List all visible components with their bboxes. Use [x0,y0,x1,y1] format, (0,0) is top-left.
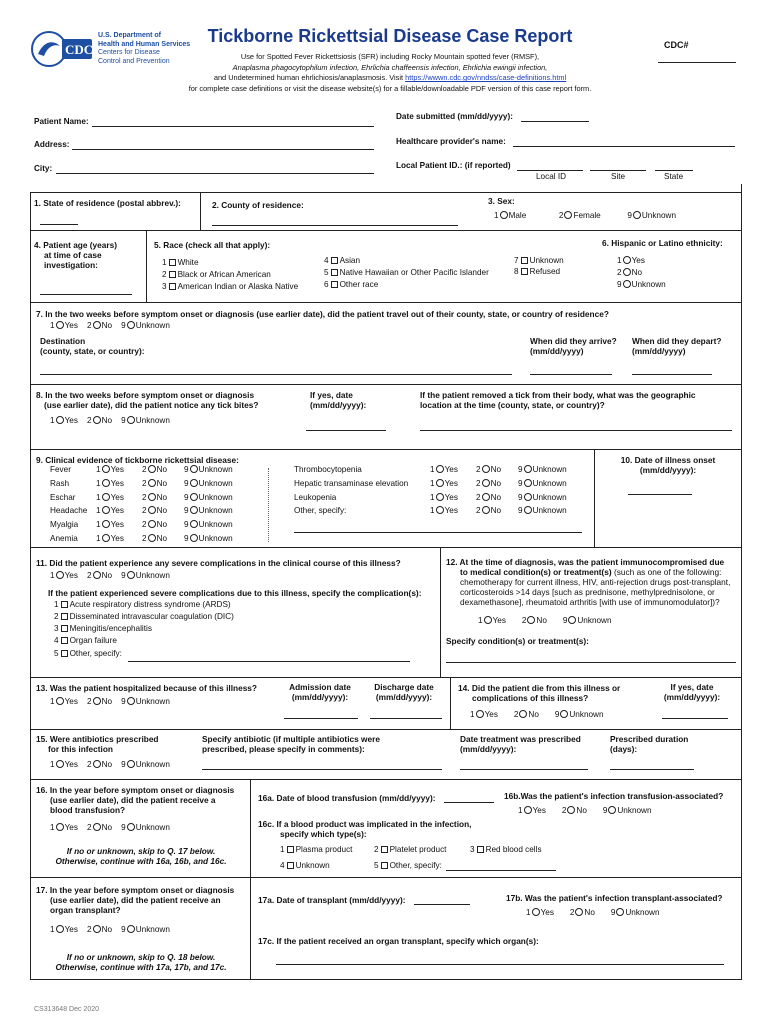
address-label: Address: [34,140,70,149]
footer-form-code: CS313648 Dec 2020 [34,1006,99,1013]
q9-symptom-label: Thrombocytopenia [294,465,362,474]
q16a-label: 16a. Date of blood transfusion (mm/dd/yyyy): [258,793,436,803]
q15-treatment-date-field[interactable] [460,769,588,770]
q17-label: 17. In the year before symptom onset or diagnosis (use earlier date), did the patient receive an organ transplant? [36,885,235,915]
q9-other-specify-field[interactable] [294,532,582,533]
q1-state-field[interactable] [40,224,78,225]
q5-refused: 8 Refused [514,267,561,276]
q17-unknown-radio[interactable] [127,925,135,933]
patient-name-label: Patient Name: [34,117,89,126]
q12-specify-label: Specify condition(s) or treatment(s): [446,636,589,646]
q14-date-field[interactable] [662,718,728,719]
q16c-plasma-checkbox[interactable] [287,846,294,853]
q9-fever-yes-radio[interactable] [102,465,110,473]
q1-label: 1. State of residence (postal abbrev.): [34,198,181,208]
q13-discharge-label: Discharge date (mm/dd/yyyy): [374,682,434,702]
q9-headache-yes-radio[interactable] [102,506,110,514]
q5-label: 5. Race (check all that apply): [154,240,271,250]
q12-unknown-radio[interactable] [568,616,576,624]
q9-hepatic-transaminase-elevation-yes-radio[interactable] [436,479,444,487]
q16c-rbc-checkbox[interactable] [477,846,484,853]
q8-unknown-radio[interactable] [127,416,135,424]
q15-label: 15. Were antibiotics prescribed for this infection [36,734,159,754]
q9-thrombocytopenia-yes-radio[interactable] [436,465,444,473]
q9-symptom-label: Other, specify: [294,506,347,516]
q16b-label: 16b.Was the patient's infection transfusion-associated? [504,791,724,801]
q16-no-radio[interactable] [93,823,101,831]
cdc-number-label: CDC# [664,40,689,50]
q9-symptom-label: Anemia [50,534,78,543]
q9-other-specify-yes-radio[interactable] [436,506,444,514]
q10-onset-date-field[interactable] [628,494,692,495]
q11-yes-radio[interactable] [56,571,64,579]
q9-anemia-no-radio[interactable] [148,534,156,542]
q5-nhpi-checkbox[interactable] [331,269,338,276]
q9-dotted-divider [268,468,269,542]
q9-symptom-row: Headache 1 Yes 2 No 9 Unknown [50,506,233,516]
q11-dic-checkbox[interactable] [61,613,68,620]
state-field[interactable] [655,170,693,171]
q5-asian-checkbox[interactable] [331,257,338,264]
q7-no-radio[interactable] [93,321,101,329]
q5-white-checkbox[interactable] [169,259,176,266]
q14-options: 1 Yes 2 No 9 Unknown [470,710,604,719]
q14-unknown-radio[interactable] [560,710,568,718]
divider-q16 [30,877,742,878]
q13-unknown-radio[interactable] [127,697,135,705]
q9-rash-yes-radio[interactable] [102,479,110,487]
frame-left [30,192,31,979]
q15-duration-field[interactable] [610,769,694,770]
divider-q11-q12 [440,547,441,677]
q3-label: 3. Sex: [488,196,515,206]
q7-arrive-field[interactable] [530,374,612,375]
q9-label: 9. Clinical evidence of tickborne rickettsial disease: [36,455,239,465]
q9-fever-unknown-radio[interactable] [190,465,198,473]
q6-label: 6. Hispanic or Latino ethnicity: [602,238,723,248]
q11-dic: 2 Disseminated intravascular coagulation (DIC) [54,612,234,621]
q16-options: 1 Yes 2 No 9 Unknown [50,823,170,832]
frame-right-full [741,192,742,979]
q9-other-specify-unknown-radio[interactable] [524,506,532,514]
q14-date-label: If yes, date (mm/dd/yyyy): [663,682,721,702]
divider-q13-q14 [450,677,451,729]
frame-right [741,184,742,192]
q5-nhpi: 5 Native Hawaiian or Other Pacific Islander [324,268,489,277]
q5-black-checkbox[interactable] [169,271,176,278]
divider-q9 [30,547,742,548]
q5-black: 2 Black or African American [162,270,271,279]
q8-date-label: If yes, date (mm/dd/yyyy): [310,390,367,410]
q9-myalgia-unknown-radio[interactable] [190,520,198,528]
q11-meningitis-checkbox[interactable] [61,625,68,632]
q9-anemia-yes-radio[interactable] [102,534,110,542]
provider-name-field[interactable] [513,146,735,147]
divider-q2-q3 [200,230,742,231]
q16c-other: 5 Other, specify: [374,861,442,870]
local-id-field[interactable] [517,170,583,171]
q14-label: 14. Did the patient die from this illness or complications of this illness? [458,683,621,703]
local-id-caption: Local ID [536,172,567,181]
q3-options: 1 Male 2 Female 9 Unknown [494,211,677,220]
city-field[interactable] [56,173,374,174]
q9-symptom-row: Other, specify: 1 Yes 2 No 9 Unknown [294,506,567,516]
q16c-other-specify-field[interactable] [446,870,556,871]
q3-female-radio[interactable] [564,211,572,219]
q16c-rbc: 3 Red blood cells [470,845,542,854]
q11-organ-failure-checkbox[interactable] [61,637,68,644]
q9-leukopenia-unknown-radio[interactable] [524,493,532,501]
q9-anemia-unknown-radio[interactable] [190,534,198,542]
address-field[interactable] [72,149,374,150]
q9-symptom-row: Thrombocytopenia 1 Yes 2 No 9 Unknown [294,465,567,474]
q16-yes-radio[interactable] [56,823,64,831]
q9-symptom-label: Fever [50,465,71,474]
q13-admission-label: Admission date (mm/dd/yyyy): [289,682,351,702]
q15-unknown-radio[interactable] [127,760,135,768]
q9-headache-no-radio[interactable] [148,506,156,514]
q9-symptom-row: Fever 1 Yes 2 No 9 Unknown [50,465,233,474]
page-title: Tickborne Rickettsial Disease Case Report [207,26,573,46]
q11-other-specify-field[interactable] [128,661,410,662]
hhs-logo [30,30,94,68]
q17b-label: 17b. Was the patient's infection transplant-associated? [506,893,723,903]
q9-rash-no-radio[interactable] [148,479,156,487]
q16-label: 16. In the year before symptom onset or diagnosis (use earlier date), did the patient receive a blood transfusion? [36,785,235,815]
q9-headache-unknown-radio[interactable] [190,506,198,514]
q16c-unknown-checkbox[interactable] [287,862,294,869]
divider-q17-left [250,877,251,979]
q16c-platelet-checkbox[interactable] [381,846,388,853]
q9-symptom-row: Eschar 1 Yes 2 No 9 Unknown [50,492,233,502]
q5-white: 1 White [162,258,199,267]
divider-q9-q10 [594,449,595,547]
q4-age-field[interactable] [40,294,132,295]
q16c-plasma: 1 Plasma product [280,845,353,854]
q6-yes: 1 Yes [617,256,645,265]
site-field[interactable] [590,170,646,171]
q16b-unknown-radio[interactable] [608,806,616,814]
q15-no-radio[interactable] [93,760,101,768]
q9-eschar-no-radio[interactable] [148,493,156,501]
q7-destination-label: Destination (county, state, or country): [40,336,145,356]
q16b-options: 1 Yes 2 No 9 Unknown [518,806,652,815]
q7-unknown-radio[interactable] [127,321,135,329]
divider-row2 [30,302,742,303]
q8-date-field[interactable] [306,430,386,431]
q7-yes-radio[interactable] [56,321,64,329]
q9-hepatic-transaminase-elevation-no-radio[interactable] [482,479,490,487]
q8-geo-label: If the patient removed a tick from their body, what was the geographic location at the time (county, state, or country)? [420,390,696,410]
q17c-organ-field[interactable] [276,964,724,965]
divider-row1 [30,230,200,231]
q4-label: 4. Patient age (years) at time of case investigation: [34,240,118,270]
q11-label: 11. Did the patient experience any severe complications in the clinical course of this illness? [36,558,401,568]
q17b-unknown-radio[interactable] [616,908,624,916]
q9-leukopenia-no-radio[interactable] [482,493,490,501]
q17-options: 1 Yes 2 No 9 Unknown [50,925,170,934]
q15-antibiotic-label: Specify antibiotic (if multiple antibiotics were prescribed, please specify in comments): [202,734,380,754]
q11-no-radio[interactable] [93,571,101,579]
q16c-other-checkbox[interactable] [381,862,388,869]
q16b-no-radio[interactable] [567,806,575,814]
q17-skip-instruction: If no or unknown, skip to Q. 18 below. Otherwise, continue with 17a, 17b, and 17c. [55,952,227,972]
cdc-logo-text: CDC [65,42,94,57]
q8-label: 8. In the two weeks before symptom onset or diagnosis (use earlier date), did the patient notice any tick bites? [36,390,259,410]
q5-other: 6 Other race [324,280,379,289]
q12-no-radio[interactable] [527,616,535,624]
agency-name: U.S. Department of Health and Human Services Centers for Disease Control and Prevention [98,32,191,65]
q11-meningitis: 3 Meningitis/encephalitis [54,624,152,633]
q15-antibiotic-field[interactable] [202,769,442,770]
subtitle: Use for Spotted Fever Rickettsiosis (SFR) including Rocky Mountain spotted fever (RMSF), Anaplasma phagocytophilum infection, Ehrlichia chaffeensis infection, Ehrlichia ewingii infection, and Undetermined human ehrlichiosis/anaplasmosis. Visit https://wwwn.cdc.gov/nndss/case-definitions.html for complete case definitions or visit the disease website(s) for a fillable/downloadable PDF version of this case report form. [188,52,592,93]
provider-name-label: Healthcare provider's name: [396,137,506,146]
q9-symptom-label: Hepatic transaminase elevation [294,478,409,488]
q9-myalgia-no-radio[interactable] [148,520,156,528]
q5-unknown: 7 Unknown [514,256,564,265]
q5-other-checkbox[interactable] [331,281,338,288]
q2-county-field[interactable] [212,225,458,226]
state-caption: State [664,172,684,181]
q13-discharge-field[interactable] [370,718,442,719]
q11-unknown-radio[interactable] [127,571,135,579]
q2-label: 2. County of residence: [212,200,304,210]
q16a-date-field[interactable] [444,802,494,803]
q11-other: 5 Other, specify: [54,649,122,658]
q17c-label: 17c. If the patient received an organ transplant, specify which organ(s): [258,936,539,946]
q15-treatment-date-label: Date treatment was prescribed (mm/dd/yyyy): [460,734,581,754]
q16c-label: 16c. If a blood product was implicated in the infection, specify which type(s): [258,819,472,839]
q6-yes-radio[interactable] [623,256,631,264]
divider-q11 [30,677,742,678]
q5-aian-checkbox[interactable] [169,283,176,290]
q9-symptom-label: Eschar [50,492,76,502]
q7-depart-field[interactable] [632,374,712,375]
q6-unknown: 9 Unknown [617,280,666,289]
patient-name-field[interactable] [92,126,374,127]
q15-yes-radio[interactable] [56,760,64,768]
q16-unknown-radio[interactable] [127,823,135,831]
q8-options: 1 Yes 2 No 9 Unknown [50,416,170,425]
q16-skip-instruction: If no or unknown, skip to Q. 17 below. Otherwise, continue with 16a, 16b, and 16c. [55,846,227,866]
q14-no-radio[interactable] [519,710,527,718]
q11-ards-checkbox[interactable] [61,601,68,608]
q9-symptom-label: Rash [50,478,70,488]
q9-symptom-label: Leukopenia [294,492,337,502]
q17b-yes-radio[interactable] [532,908,540,916]
divider-q7 [30,384,742,385]
q16b-yes-radio[interactable] [524,806,532,814]
q13-options: 1 Yes 2 No 9 Unknown [50,697,170,706]
q17a-label: 17a. Date of transplant (mm/dd/yyyy): [258,895,406,905]
q17b-options: 1 Yes 2 No 9 Unknown [526,908,660,917]
q13-yes-radio[interactable] [56,697,64,705]
q9-symptom-label: Headache [50,506,88,516]
q14-yes-radio[interactable] [476,710,484,718]
q7-destination-field[interactable] [40,374,512,375]
frame-bottom [30,979,742,980]
q9-eschar-yes-radio[interactable] [102,493,110,501]
q17-yes-radio[interactable] [56,925,64,933]
q9-symptom-row: Rash 1 Yes 2 No 9 Unknown [50,478,233,488]
city-label: City: [34,164,53,173]
divider-q8 [30,449,742,450]
q13-label: 13. Was the patient hospitalized because of this illness? [36,683,257,693]
q9-thrombocytopenia-unknown-radio[interactable] [524,465,532,473]
divider-q13 [30,729,742,730]
local-patient-id-label: Local Patient ID.: (if reported) [396,161,511,170]
q5-aian: 3 American Indian or Alaska Native [162,282,299,291]
q15-duration-label: Prescribed duration (days): [610,734,689,754]
q11-ards: 1 Acute respiratory distress syndrome (ARDS) [54,600,231,609]
site-caption: Site [611,172,626,181]
q12-specify-field[interactable] [446,662,736,663]
q5-refused-checkbox[interactable] [521,268,528,275]
q6-no-radio[interactable] [623,268,631,276]
q12-options: 1 Yes 2 No 9 Unknown [478,616,612,625]
q17a-date-field[interactable] [414,904,470,905]
q9-symptom-row: Anemia 1 Yes 2 No 9 Unknown [50,534,233,543]
date-submitted-field[interactable] [521,121,589,122]
q12-label: 12. At the time of diagnosis, was the patient immunocompromised due to medical condition(s) or treatment(s) (such as one of the following: chemotherapy for current illness, HIV, anti-rejection drugs post-transplant, corticosteroids >14 days [such as prednisone, methylprednisolone, or dexamethasone], rheumatoid arthritis [with use of immunomodulator])? [446,557,731,607]
q11-organ-failure: 4 Organ failure [54,636,117,645]
divider-q16-left [250,779,251,877]
divider-q15 [30,779,742,780]
q6-no: 2 No [617,268,643,277]
date-submitted-label: Date submitted (mm/dd/yyyy): [396,112,513,121]
q3-unknown-radio[interactable] [633,211,641,219]
q5-asian: 4 Asian [324,256,361,265]
q9-symptom-row: Myalgia 1 Yes 2 No 9 Unknown [50,520,233,530]
q9-other-specify-no-radio[interactable] [482,506,490,514]
q7-depart-label: When did they depart? (mm/dd/yyyy) [632,336,722,356]
q9-symptom-row: Leukopenia 1 Yes 2 No 9 Unknown [294,492,567,502]
q8-yes-radio[interactable] [56,416,64,424]
q9-symptom-label: Myalgia [50,520,79,530]
q3-male-radio[interactable] [500,211,508,219]
cdc-number-field[interactable] [658,62,736,63]
q6-unknown-radio[interactable] [623,280,631,288]
q17-no-radio[interactable] [93,925,101,933]
q9-leukopenia-yes-radio[interactable] [436,493,444,501]
q9-eschar-unknown-radio[interactable] [190,493,198,501]
q11-other-checkbox[interactable] [61,650,68,657]
q17b-no-radio[interactable] [575,908,583,916]
q9-hepatic-transaminase-elevation-unknown-radio[interactable] [524,479,532,487]
divider-q4-q5 [146,230,147,302]
case-definitions-link[interactable]: https://wwwn.cdc.gov/nndss/case-definitions.html [405,73,567,83]
q9-symptom-row: Hepatic transaminase elevation 1 Yes 2 No 9 Unknown [294,478,567,488]
q5-unknown-checkbox[interactable] [521,257,528,264]
q16c-platelet: 2 Platelet product [374,845,447,854]
q7-options: 1 Yes 2 No 9 Unknown [50,321,170,330]
divider-q1-q2 [200,192,201,230]
q9-fever-no-radio[interactable] [148,465,156,473]
q7-arrive-label: When did they arrive? (mm/dd/yyyy) [530,336,617,356]
q9-rash-unknown-radio[interactable] [190,479,198,487]
q9-thrombocytopenia-no-radio[interactable] [482,465,490,473]
q13-admission-field[interactable] [284,718,358,719]
q7-label: 7. In the two weeks before symptom onset or diagnosis (use earlier date), did the patient travel out of their county, state, or country of residence? [36,309,609,319]
q10-label: 10. Date of illness onset (mm/dd/yyyy): [620,455,716,475]
q9-myalgia-yes-radio[interactable] [102,520,110,528]
q11-options: 1 Yes 2 No 9 Unknown [50,571,170,580]
q15-options: 1 Yes 2 No 9 Unknown [50,760,170,769]
q16c-unknown: 4 Unknown [280,861,330,870]
q11-sub-label: If the patient experienced severe complications due to this illness, specify the complication(s): [48,588,422,598]
q8-no-radio[interactable] [93,416,101,424]
frame-top [30,192,742,193]
q8-geo-field[interactable] [420,430,732,431]
q13-no-radio[interactable] [93,697,101,705]
q12-yes-radio[interactable] [484,616,492,624]
